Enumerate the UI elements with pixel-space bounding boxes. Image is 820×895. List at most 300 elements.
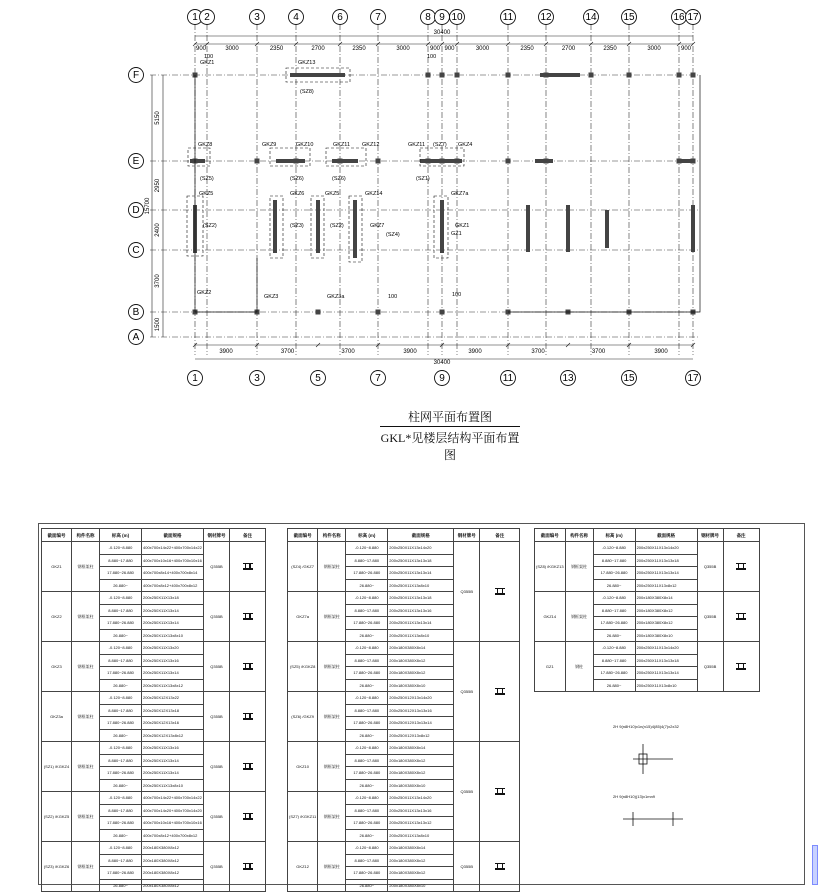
section-spec: 200x250X11X13x20 bbox=[142, 642, 204, 655]
section-spec: 200x250X11X13x18 bbox=[142, 592, 204, 605]
top-dim-value: 3000 bbox=[647, 46, 661, 52]
schedule-header-cell: 构件名称 bbox=[72, 529, 100, 542]
column-label: GKZ11 bbox=[333, 142, 351, 148]
top-dim-value: 3000 bbox=[396, 46, 410, 52]
member-name: 钢框架柱 bbox=[318, 742, 346, 792]
section-id: GKZ10 bbox=[288, 742, 318, 792]
bottom-dim-value: 3900 bbox=[403, 349, 417, 355]
left-axis-A-label: A bbox=[132, 332, 140, 343]
i-web bbox=[245, 563, 246, 570]
schedule-header-cell: 截面规格 bbox=[142, 529, 204, 542]
elevation: -0.120~8.880 bbox=[593, 642, 635, 655]
schedule-header-cell: 截面规格 bbox=[388, 529, 454, 542]
remark-cell bbox=[723, 642, 759, 692]
i-web bbox=[249, 613, 250, 620]
shear-wall-segment bbox=[605, 210, 609, 248]
elevation: 8.880~17.880 bbox=[593, 604, 635, 617]
top-axis-14-label: 14 bbox=[585, 12, 597, 23]
top-dim-value: 900 bbox=[195, 46, 207, 52]
elevation: 8.880~17.880 bbox=[346, 754, 388, 767]
column-label: GKZ1 bbox=[200, 60, 215, 66]
steel-grade: Q355B bbox=[204, 692, 230, 742]
schedule-row bbox=[288, 842, 520, 855]
schedule-header-cell: 构件名称 bbox=[318, 529, 346, 542]
schedule-table bbox=[534, 528, 760, 692]
top-dim-value: 2350 bbox=[520, 46, 534, 52]
elevation: 26.880~ bbox=[346, 629, 388, 642]
bottom-axis-13-label: 13 bbox=[562, 373, 574, 384]
member-name: 钢框架柱 bbox=[565, 592, 593, 642]
top-axis-8-label: 8 bbox=[425, 12, 431, 23]
schedule-row bbox=[288, 542, 520, 555]
column-label: (SZ6) bbox=[290, 176, 304, 182]
column-label: GKZ1 bbox=[455, 223, 470, 229]
bottom-dim-value: 3700 bbox=[531, 349, 545, 355]
section-spec: 200x250X11X13x8x10 bbox=[388, 579, 454, 592]
i-web bbox=[497, 788, 498, 795]
elevation: 26.880~ bbox=[593, 679, 635, 692]
elevation: 26.880~ bbox=[346, 779, 388, 792]
remark-cell bbox=[230, 792, 266, 842]
shear-wall-segment bbox=[540, 73, 580, 77]
shear-wall-segment bbox=[273, 200, 277, 253]
elevation: 8.880~17.880 bbox=[346, 654, 388, 667]
member-name: 钢框架柱 bbox=[72, 542, 100, 592]
top-axis-11-label: 11 bbox=[502, 12, 514, 23]
bottom-dim-value: 3700 bbox=[591, 349, 606, 355]
i-section-icon bbox=[241, 863, 255, 870]
i-section-icon bbox=[241, 813, 255, 820]
section-id: GKZ3 bbox=[42, 642, 72, 692]
section-spec: 200x250X11X13x13x14 bbox=[635, 667, 697, 680]
i-web bbox=[502, 788, 503, 795]
i-web bbox=[497, 688, 498, 695]
elevation: 8.880~17.880 bbox=[100, 704, 142, 717]
top-dim-value: 2700 bbox=[561, 46, 576, 52]
steel-grade: Q355B bbox=[204, 642, 230, 692]
section-spec: 200x180X380X8x12 bbox=[388, 754, 454, 767]
i-section-icon bbox=[241, 713, 255, 720]
top-axis-6-label: 6 bbox=[337, 12, 343, 23]
section-spec: 200x180X380X8x12 bbox=[388, 654, 454, 667]
schedule-row bbox=[42, 742, 266, 755]
column-label: (SZ2) bbox=[330, 223, 344, 229]
steel-grade: Q355B bbox=[204, 592, 230, 642]
steel-grade: Q355B bbox=[697, 542, 723, 592]
section-spec: 200x250X11X13x13x18 bbox=[388, 554, 454, 567]
section-spec: 200x250X11X13x13x18 bbox=[388, 592, 454, 605]
column-label: GKZ7 bbox=[370, 223, 385, 229]
elevation: 17.880~26.880 bbox=[346, 617, 388, 630]
left-axis-E-label: E bbox=[132, 156, 140, 167]
section-spec: 200x250X11X13x13x18 bbox=[635, 654, 697, 667]
steel-grade: Q355B bbox=[204, 542, 230, 592]
i-web bbox=[249, 713, 250, 720]
i-web bbox=[738, 563, 739, 570]
elevation: 17.880~26.880 bbox=[346, 867, 388, 880]
column-label: 100 bbox=[388, 294, 398, 300]
detail-area bbox=[603, 724, 723, 874]
elevation: -0.120~8.880 bbox=[346, 542, 388, 555]
bottom-dim-value: 3900 bbox=[468, 349, 482, 355]
steel-grade: Q355B bbox=[204, 792, 230, 842]
section-spec: 200x250X12X13x13x14 bbox=[388, 717, 454, 730]
elevation: -0.120~8.880 bbox=[346, 792, 388, 805]
section-spec: 400x700x8x12+400x700x8x12 bbox=[142, 829, 204, 842]
top-axis-4-label: 4 bbox=[293, 12, 299, 23]
steel-column bbox=[506, 159, 511, 164]
member-name: 钢柱 bbox=[565, 642, 593, 692]
i-web bbox=[497, 863, 498, 870]
elevation: 8.880~17.880 bbox=[346, 554, 388, 567]
schedule-header-cell: 截面编号 bbox=[288, 529, 318, 542]
elevation: 8.880~17.880 bbox=[100, 604, 142, 617]
section-id: (SZ6) /GKZ9 bbox=[288, 692, 318, 742]
steel-grade: Q355B bbox=[697, 642, 723, 692]
section-id: GKZ3a bbox=[42, 692, 72, 742]
i-web bbox=[738, 663, 739, 670]
column-label: GKZ3 bbox=[264, 294, 279, 300]
i-web bbox=[743, 563, 744, 570]
i-web bbox=[497, 588, 498, 595]
top-dim-value: 900 bbox=[444, 46, 455, 52]
bottom-axis-7-label: 7 bbox=[375, 373, 381, 384]
bottom-axis-17-label: 17 bbox=[687, 373, 699, 384]
elevation: -0.120~8.880 bbox=[100, 792, 142, 805]
elevation: 17.880~26.880 bbox=[346, 767, 388, 780]
section-spec: 200x180X380X8x12 bbox=[388, 667, 454, 680]
elevation: 26.880~ bbox=[100, 629, 142, 642]
steel-grade: Q355B bbox=[204, 842, 230, 892]
elevation: 26.880~ bbox=[100, 729, 142, 742]
member-name: 钢框架柱 bbox=[72, 792, 100, 842]
section-id: (SZ2) /KGKZ5 bbox=[42, 792, 72, 842]
column-label: (SZ6) bbox=[332, 176, 346, 182]
remark-cell bbox=[480, 542, 520, 642]
elevation: -0.120~8.880 bbox=[346, 742, 388, 755]
bottom-axis-3-label: 3 bbox=[254, 373, 260, 384]
schedule-row bbox=[288, 642, 520, 655]
section-spec: 200x250X12X13x8x12 bbox=[142, 729, 204, 742]
column-schedule bbox=[38, 523, 805, 888]
bottom-axis-11-label: 11 bbox=[502, 373, 514, 384]
schedule-header-row bbox=[535, 529, 760, 542]
top-axis-17-label: 17 bbox=[687, 12, 699, 23]
elevation: -0.120~8.880 bbox=[100, 742, 142, 755]
member-name: 钢框架柱 bbox=[72, 742, 100, 792]
section-spec: 400x700x8x14+400x700x8x14 bbox=[142, 567, 204, 580]
elevation: 26.880~ bbox=[346, 679, 388, 692]
steel-column bbox=[455, 73, 460, 78]
section-spec: 400x700x10x16+400x700x10x16 bbox=[142, 554, 204, 567]
remark-cell bbox=[480, 842, 520, 892]
elevation: -0.120~8.880 bbox=[100, 842, 142, 855]
steel-grade: Q355B bbox=[204, 742, 230, 792]
elevation: 17.880~26.880 bbox=[100, 867, 142, 880]
elevation: 8.880~17.880 bbox=[593, 554, 635, 567]
section-spec: 200x180X380X8x12 bbox=[635, 604, 697, 617]
i-section-icon bbox=[241, 563, 255, 570]
section-spec: 200x250X11X13x13x14 bbox=[388, 567, 454, 580]
i-web bbox=[738, 613, 739, 620]
member-name: 钢框架柱 bbox=[318, 642, 346, 692]
elevation: 26.880~ bbox=[100, 679, 142, 692]
section-spec: 200x250X11X13x13x12 bbox=[388, 817, 454, 830]
detail-note: 2H 9(n8H10)(13)x1mn9 bbox=[613, 794, 656, 799]
section-spec: 200x250X11X13x14 bbox=[142, 617, 204, 630]
top-axis-2-label: 2 bbox=[204, 12, 210, 23]
left-dim-value: 1500 bbox=[155, 317, 161, 332]
elevation: 17.880~26.880 bbox=[100, 817, 142, 830]
elevation: 17.880~26.880 bbox=[100, 617, 142, 630]
i-section-icon bbox=[241, 613, 255, 620]
elevation: -0.120~8.880 bbox=[100, 692, 142, 705]
column-label: (SZ4) bbox=[386, 232, 400, 238]
elevation: -0.120~8.880 bbox=[100, 642, 142, 655]
section-spec: 200x250X12X13x14x20 bbox=[388, 692, 454, 705]
section-id: (SZ5) /KGKZ8 bbox=[288, 642, 318, 692]
schedule-header-cell: 构件名称 bbox=[565, 529, 593, 542]
drawing-subtitle: GKL*见楼层结构平面布置图 bbox=[380, 426, 520, 463]
elevation: 8.880~17.880 bbox=[346, 854, 388, 867]
i-web bbox=[249, 863, 250, 870]
section-spec: 200x250X11X13x13x14 bbox=[635, 567, 697, 580]
section-id: (SZ1) /KGKZ4 bbox=[42, 742, 72, 792]
column-label: 100 bbox=[452, 292, 462, 298]
steel-column bbox=[691, 73, 696, 78]
shear-wall-segment bbox=[316, 200, 320, 253]
section-spec: 400x700x10x16+400x700x10x16 bbox=[142, 817, 204, 830]
section-spec: 200x180X380X8x12 bbox=[635, 617, 697, 630]
steel-grade: Q355B bbox=[454, 842, 480, 892]
column-label: GKZ4 bbox=[458, 142, 473, 148]
section-spec: 200x250X11X13x8x10 bbox=[142, 779, 204, 792]
remark-cell bbox=[230, 542, 266, 592]
section-spec: 200x250X11X13x8x12 bbox=[142, 679, 204, 692]
column-label: GKZ10 bbox=[296, 142, 314, 148]
section-spec: 200x180X380X8x12 bbox=[388, 767, 454, 780]
section-spec: 200x180X380X8x12 bbox=[388, 867, 454, 880]
steel-column bbox=[316, 310, 321, 315]
steel-column bbox=[376, 310, 381, 315]
elevation: 8.880~17.880 bbox=[346, 704, 388, 717]
schedule-header-cell: 钢材牌号 bbox=[697, 529, 723, 542]
column-group-outline bbox=[326, 148, 366, 166]
member-name: 钢框架柱 bbox=[318, 792, 346, 842]
column-label: (SZ2) bbox=[203, 223, 217, 229]
left-axis-D-label: D bbox=[132, 205, 140, 216]
section-spec: 200x250X11X13x13x16 bbox=[388, 604, 454, 617]
column-label: GKZ14 bbox=[365, 191, 383, 197]
elevation: 26.880~ bbox=[593, 629, 635, 642]
section-spec: 200x180X380X8x10 bbox=[635, 629, 697, 642]
elevation: 26.880~ bbox=[346, 879, 388, 892]
left-axis-F-label: F bbox=[132, 70, 140, 81]
i-section-icon bbox=[734, 563, 748, 570]
shear-wall-segment bbox=[332, 159, 358, 163]
elevation: 26.880~ bbox=[593, 579, 635, 592]
member-name: 钢框架柱 bbox=[72, 842, 100, 892]
column-label: GZ1 bbox=[451, 231, 462, 237]
section-spec: 200x250X11X13x14x20 bbox=[635, 542, 697, 555]
schedule-row bbox=[42, 692, 266, 705]
elevation: 26.880~ bbox=[100, 829, 142, 842]
schedule-header-cell: 备注 bbox=[230, 529, 266, 542]
elevation: 8.880~17.880 bbox=[593, 654, 635, 667]
column-label: GKZ7a bbox=[451, 191, 469, 197]
steel-column bbox=[677, 73, 682, 78]
column-group-outline bbox=[270, 148, 310, 166]
elevation: -0.120~8.880 bbox=[593, 542, 635, 555]
schedule-header-cell: 截面编号 bbox=[42, 529, 72, 542]
steel-column bbox=[255, 159, 260, 164]
steel-column bbox=[426, 73, 431, 78]
top-dim-value: 2350 bbox=[269, 46, 284, 52]
bottom-dim-value: 3700 bbox=[341, 349, 355, 355]
elevation: 8.880~17.880 bbox=[100, 854, 142, 867]
i-web bbox=[245, 713, 246, 720]
section-spec: 200x180X380X8x10 bbox=[388, 879, 454, 892]
section-spec: 200x250X11X13x14x20 bbox=[388, 792, 454, 805]
section-spec: 200x250X11X13x14x20 bbox=[635, 642, 697, 655]
elevation: 17.880~26.880 bbox=[100, 717, 142, 730]
schedule-table bbox=[41, 528, 266, 892]
section-spec: 200x180X380X8x14 bbox=[388, 642, 454, 655]
i-section-icon bbox=[241, 663, 255, 670]
elevation: -0.120~8.880 bbox=[346, 842, 388, 855]
section-id: GKZ12 bbox=[288, 842, 318, 892]
schedule-row bbox=[42, 592, 266, 605]
member-name: 钢框架柱 bbox=[72, 692, 100, 742]
elevation: 8.880~17.880 bbox=[100, 754, 142, 767]
i-web bbox=[249, 663, 250, 670]
column-label: (SZ5) bbox=[200, 176, 214, 182]
shear-wall-segment bbox=[290, 73, 345, 77]
section-spec: 200x180X380X8x12 bbox=[142, 842, 204, 855]
elevation: 26.880~ bbox=[346, 729, 388, 742]
section-id: GKZ1 bbox=[42, 542, 72, 592]
schedule-row bbox=[42, 542, 266, 555]
top-axis-1-label: 1 bbox=[192, 12, 198, 23]
elevation: 17.880~26.880 bbox=[346, 567, 388, 580]
bottom-dim-value: 3900 bbox=[219, 349, 233, 355]
column-label: GKZ5 bbox=[199, 191, 214, 197]
elevation: 17.880~26.880 bbox=[346, 817, 388, 830]
section-detail-sketch bbox=[603, 724, 723, 874]
elevation: 26.880~ bbox=[100, 579, 142, 592]
section-id: (SZ8) /KGKZ13 bbox=[535, 542, 566, 592]
i-web bbox=[502, 863, 503, 870]
elevation: 17.880~26.880 bbox=[593, 617, 635, 630]
section-id: GKZ14 bbox=[535, 592, 566, 642]
section-id: GKZ2 bbox=[42, 592, 72, 642]
column-label: (SZ3) bbox=[290, 223, 304, 229]
remark-cell bbox=[723, 592, 759, 642]
section-spec: 200x250X11X13x8x12 bbox=[635, 579, 697, 592]
bottom-overall-dim: 30400 bbox=[433, 360, 451, 366]
column-label: 100 bbox=[204, 54, 214, 60]
member-name: 钢框架柱 bbox=[318, 592, 346, 642]
top-dim-value: 2350 bbox=[352, 46, 366, 52]
bottom-axis-5-label: 5 bbox=[315, 373, 321, 384]
elevation: -0.120~8.880 bbox=[100, 542, 142, 555]
i-web bbox=[249, 563, 250, 570]
column-grid-plan bbox=[0, 0, 820, 400]
top-axis-3-label: 3 bbox=[254, 12, 260, 23]
member-name: 钢框架柱 bbox=[72, 642, 100, 692]
section-spec: 200x250X11X13x13x16 bbox=[388, 804, 454, 817]
i-web bbox=[245, 863, 246, 870]
column-label: GKZ12 bbox=[362, 142, 380, 148]
section-id: (SZ4) /GKZ7 bbox=[288, 542, 318, 592]
i-section-icon bbox=[493, 588, 507, 595]
column-label: GKZ3a bbox=[327, 294, 345, 300]
top-axis-15-label: 15 bbox=[623, 12, 635, 23]
section-spec: 200x180X380X8x12 bbox=[142, 879, 204, 892]
section-spec: 200x250X11X13x14 bbox=[142, 754, 204, 767]
schedule-table bbox=[287, 528, 520, 892]
shear-wall-segment bbox=[679, 159, 695, 163]
remark-cell bbox=[230, 642, 266, 692]
bottom-dim-value: 3900 bbox=[654, 349, 668, 355]
section-spec: 200x250X11X13x14 bbox=[142, 767, 204, 780]
section-spec: 200x250X12X13x16 bbox=[142, 717, 204, 730]
column-label: GKZ2 bbox=[197, 290, 212, 296]
top-axis-16-label: 16 bbox=[673, 12, 685, 23]
section-spec: 400x700x14x20+400x700x14x20 bbox=[142, 804, 204, 817]
top-axis-7-label: 7 bbox=[375, 12, 381, 23]
i-web bbox=[743, 613, 744, 620]
i-section-icon bbox=[241, 763, 255, 770]
column-label: (SZ7) bbox=[433, 142, 447, 148]
top-axis-10-label: 10 bbox=[451, 12, 463, 23]
section-id: (SZ3) /KGKZ6 bbox=[42, 842, 72, 892]
top-dim-value: 3000 bbox=[225, 46, 239, 52]
i-web bbox=[245, 763, 246, 770]
section-spec: 400x700x14x22+400x700x14x22 bbox=[142, 792, 204, 805]
elevation: 17.880~26.880 bbox=[346, 717, 388, 730]
column-label: GKZ6 bbox=[290, 191, 305, 197]
schedule-header-row bbox=[288, 529, 520, 542]
section-spec: 200x250X11X13x8x10 bbox=[388, 629, 454, 642]
shear-wall-segment bbox=[276, 159, 305, 163]
i-web bbox=[249, 813, 250, 820]
steel-grade: Q355B bbox=[697, 592, 723, 642]
top-overall-dim: 30400 bbox=[433, 30, 451, 36]
top-axis-9-label: 9 bbox=[439, 12, 445, 23]
schedule-header-cell: 标高 (m) bbox=[593, 529, 635, 542]
steel-column bbox=[376, 159, 381, 164]
section-spec: 200x250X11X13x13x18 bbox=[635, 554, 697, 567]
section-spec: 200x250X12X13x18 bbox=[142, 704, 204, 717]
i-web bbox=[502, 588, 503, 595]
elevation: 8.880~17.880 bbox=[100, 654, 142, 667]
left-dim-value: 2950 bbox=[155, 178, 161, 193]
schedule-row bbox=[535, 592, 760, 605]
schedule-header-cell: 截面编号 bbox=[535, 529, 566, 542]
section-id: (SZ7) /KGKZ11 bbox=[288, 792, 318, 842]
remark-cell bbox=[230, 592, 266, 642]
column-label: (SZ8) bbox=[300, 89, 314, 95]
section-spec: 200x180X380X8x14 bbox=[388, 742, 454, 755]
elevation: -0.120~8.880 bbox=[100, 592, 142, 605]
scrollbar-thumb[interactable] bbox=[812, 845, 818, 885]
building-outline bbox=[508, 75, 700, 312]
elevation: 26.880~ bbox=[346, 829, 388, 842]
i-section-icon bbox=[493, 788, 507, 795]
shear-wall-segment bbox=[420, 159, 462, 163]
elevation: -0.120~8.880 bbox=[593, 592, 635, 605]
